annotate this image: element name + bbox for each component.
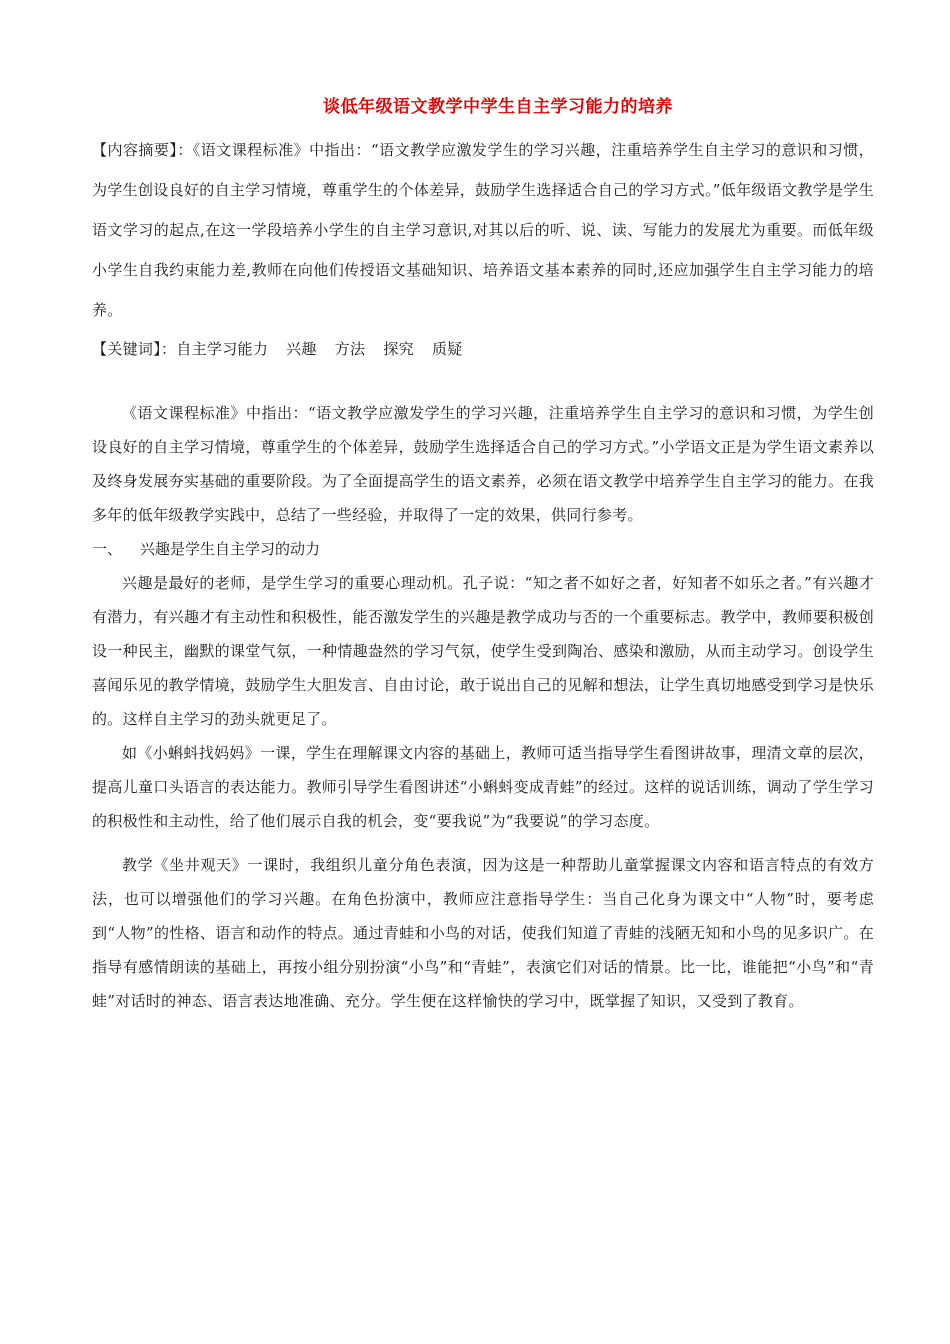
document-page [92, 94, 874, 1018]
abstract-text: 《语文课程标准》中指出：“语文教学应激发学生的学习兴趣，注重培养学生自主学习的意识和习惯，为学生创设良好的自主学习情境，尊重学生的个体差异，鼓励学生选择适合自己的学习方式。”低年级语文教学是学生语文学习的起点,在这一学段培养小学生的自主学习意识,对其以后的听、说、读、写能力的发展尤为重要。而低年级小学生自我约束能力差,教师在向他们传授语文基础知识、培养语文基本素养的同时,还应加强学生自主学习能力的培养。 [92, 141, 874, 319]
body-paragraph: 如《小蝌蚪找妈妈》一课，学生在理解课文内容的基础上，教师可适当指导学生看图讲故事，理清文章的层次，提高儿童口头语言的表达能力。教师引导学生看图讲述“小蝌蚪变成青蛙”的经过。这样的说话训练，调动了学生学习的积极性和主动性，给了他们展示自我的机会，变“要我说”为“我要说”的学习态度。 [92, 744, 874, 830]
body-paragraph: 教学《坐井观天》一课时，我组织儿童分角色表演，因为这是一种帮助儿童掌握课文内容和语言特点的有效方法，也可以增强他们的学习兴趣。在角色扮演中，教师应注意指导学生：当自己化身为课文中“人物”时，要考虑到“人物”的性格、语言和动作的特点。通过青蛙和小鸟的对话，使我们知道了青蛙的浅陋无知和小鸟的见多识广。在指导有感情朗读的基础上，再按小组分别扮演“小鸟”和“青蛙”，表演它们对话的情景。比一比，谁能把“小鸟”和“青蛙”对话时的神态、语言表达地准确、充分。学生便在这样愉快的学习中，既掌握了知识，又受到了教育。 [92, 856, 874, 1010]
section-number: 一、 [92, 540, 123, 558]
body-paragraph: 兴趣是最好的老师，是学生学习的重要心理动机。孔子说：“知之者不如好之者，好知者不如乐之者。”有兴趣才有潜力，有兴趣才有主动性和积极性，能否激发学生的兴趣是教学成功与否的一个重要标志。教学中，教师要积极创设一种民主，幽默的课堂气氛，一种情趣盎然的学习气氛，使学生受到陶冶、感染和激励，从而主动学习。创设学生喜闻乐见的教学情境，鼓励学生大胆发言、自由讨论，敢于说出自己的见解和想法，让学生真切地感受到学习是快乐的。这样自主学习的劲头就更足了。 [92, 574, 874, 728]
abstract-label: 【内容摘要】： [92, 141, 193, 159]
keyword: 探究 [383, 340, 414, 358]
keywords-label: 【关键词】： [92, 340, 177, 358]
abstract [92, 130, 874, 330]
keyword: 自主学习能力 [176, 340, 269, 358]
keywords [92, 332, 874, 366]
intro-paragraph: 《语文课程标准》中指出：“语文教学应激发学生的学习兴趣，注重培养学生自主学习的意识和习惯，为学生创设良好的自主学习情境，尊重学生的个体差异，鼓励学生选择适合自己的学习方式。”小学语文正是为学生语文素养以及终身发展夯实基础的重要阶段。为了全面提高学生的语文素养，必须在语文教学中培养学生自主学习的能力。在我多年的低年级教学实践中，总结了一些经验，并取得了一定的效果，供同行参考。 [92, 404, 874, 524]
document-title: 谈低年级语文教学中学生自主学习能力的培养 [323, 97, 673, 117]
section-spacer [92, 366, 874, 396]
paragraph-gap [92, 838, 874, 848]
section-title: 兴趣是学生自主学习的动力 [140, 540, 321, 558]
section-heading [92, 532, 874, 566]
keyword: 方法 [334, 340, 366, 358]
keyword: 兴趣 [286, 340, 317, 358]
keyword: 质疑 [431, 340, 463, 358]
